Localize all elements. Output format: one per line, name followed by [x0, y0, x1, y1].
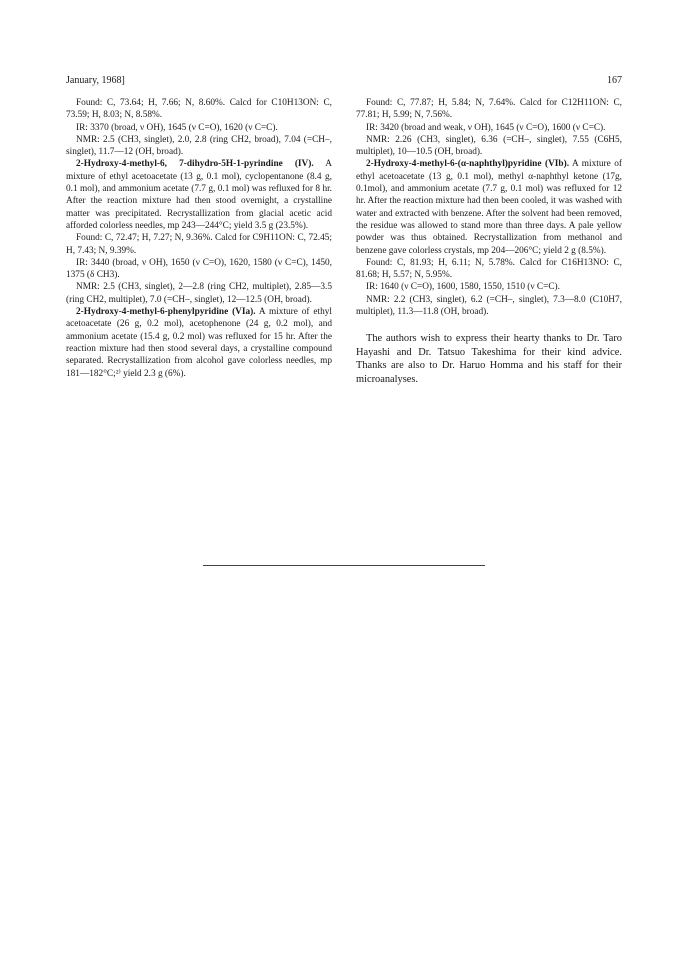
- data-paragraph: Found: C, 72.47; H, 7.27; N, 9.36%. Calcd for C9H11ON: C, 72.45; H, 7.43; N, 9.39%.: [66, 233, 332, 256]
- data-paragraph: NMR: 2.26 (CH3, singlet), 6.36 (=CH–, singlet), 7.55 (C6H5, multiplet), 10—10.5 (OH, broad).: [356, 134, 622, 158]
- data-paragraph: NMR: 2.5 (CH3, singlet), 2—2.8 (ring CH2, multiplet), 2.85—3.5 (ring CH2, multiplet), 7.0 (=CH–, singlet), 12—12.5 (OH, broad).: [66, 282, 332, 305]
- data-paragraph: Found: C, 81.93; H, 6.11; N, 5.78%. Calcd for C16H13NO: C, 81.68; H, 5.57; N, 5.95%.: [356, 257, 622, 281]
- compound-heading: 2-Hydroxy-4-methyl-6-phenylpyridine (VIa).: [76, 307, 256, 318]
- issue-date: January, 1968]: [66, 75, 125, 86]
- compound-paragraph: [356, 158, 622, 256]
- compound-paragraph: [66, 306, 332, 380]
- data-paragraph: Found: C, 77.87; H, 5.84; N, 7.64%. Calcd for C12H11ON: C, 77.81; H, 5.99; N, 7.56%.: [356, 98, 622, 121]
- end-rule: [203, 565, 485, 566]
- right-column: [356, 97, 622, 386]
- left-column: [66, 97, 332, 380]
- compound-body: A mixture of ethyl acetoacetate (13 g, 0.1 mol), methyl α-naphthyl ketone (17g, 0.1mol), and ammonium acetate (7.7 g, 0.1 mol) was refluxed for 12 hr. After the reaction mixture had then been cooled, it was washed with water and extracted with benzene. After the solvent had been removed, the residue was allowed to stand more than three days. A pale yellow powder was thus obtained. Recrystallization from methanol and benzene gave colorless crystals, mp 204—206°C; yield 2 g (8.5%).: [356, 159, 622, 256]
- data-paragraph: IR: 3420 (broad and weak, ν OH), 1645 (ν C=O), 1600 (ν C=C).: [366, 122, 606, 133]
- compound-body: A mixture of ethyl acetoacetate (26 g, 0.2 mol), acetophenone (24 g, 0.2 mol), and ammonium acetate (15.4 g, 0.2 mol) was refluxed for 15 hr. After the reaction mixture had then stood several days, a crystalline compound separated. Recrystallization from alcohol gave colorless needles, mp 181—182°C;²⁾ yield 2.3 g (6%).: [66, 307, 332, 379]
- acknowledgement: The authors wish to express their hearty thanks to Dr. Taro Hayashi and Dr. Tatsuo Takeshima for their kind advice. Thanks are also to Dr. Haruo Homma and his staff for their microanalyses.: [356, 333, 622, 385]
- compound-heading: 2-Hydroxy-4-methyl-6, 7-dihydro-5H-1-pyrindine (IV).: [76, 159, 314, 170]
- data-paragraph: NMR: 2.5 (CH3, singlet), 2.0, 2.8 (ring CH2, broad), 7.04 (=CH–, singlet), 11.7—12 (OH, broad).: [66, 134, 332, 158]
- data-paragraph: IR: 3440 (broad, ν OH), 1650 (ν C=O), 1620, 1580 (ν C=C), 1450, 1375 (δ CH3).: [66, 257, 332, 281]
- data-paragraph: NMR: 2.2 (CH3, singlet), 6.2 (=CH–, singlet), 7.3—8.0 (C10H7, multiplet), 11.3—11.8 (OH, broad).: [356, 294, 622, 318]
- compound-heading: 2-Hydroxy-4-methyl-6-(α-naphthyl)pyridine (VIb).: [366, 159, 570, 170]
- data-paragraph: IR: 1640 (ν C=O), 1600, 1580, 1550, 1510 (ν C=C).: [366, 282, 560, 293]
- compound-paragraph: [66, 158, 332, 232]
- running-head: [66, 74, 622, 88]
- page-number: 167: [607, 75, 622, 86]
- compound-body: A mixture of ethyl acetoacetate (13 g, 0.1 mol), cyclopentanone (8.4 g, 0.1 mol), and ammonium acetate (7.7 g, 0.1 mol) was refluxed for 8 hr. After the reaction mixture had then stood overnight, a crystalline matter was precipitated. Recrystallization from glacial acetic acid afforded colorless needles, mp 243—244°C; yield 3.5 g (23.5%).: [66, 159, 332, 231]
- data-paragraph: IR: 3370 (broad, ν OH), 1645 (ν C=O), 1620 (ν C=C).: [76, 122, 278, 133]
- data-paragraph: Found: C, 73.64; H, 7.66; N, 8.60%. Calcd for C10H13ON: C, 73.59; H, 8.03; N, 8.58%.: [66, 98, 332, 121]
